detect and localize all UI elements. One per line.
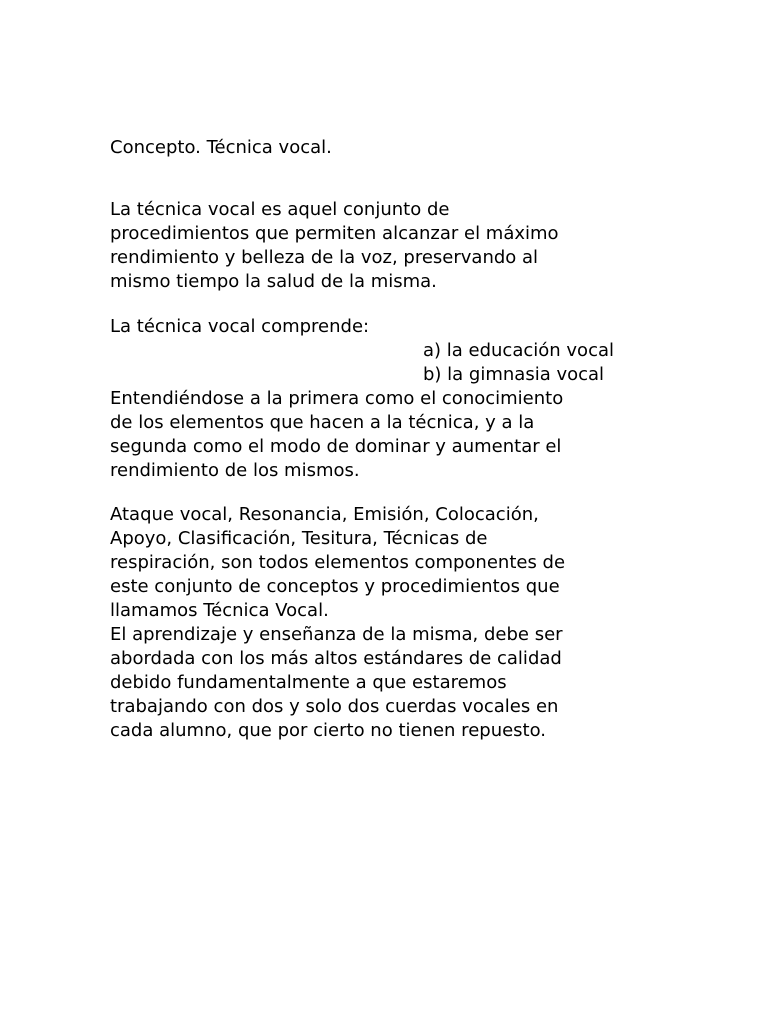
paragraph-line: procedimientos que permiten alcanzar el máximo (110, 223, 559, 244)
list-item-gymnastics: b) la gimnasia vocal (423, 364, 605, 385)
paragraph-line: este conjunto de conceptos y procedimientos que (110, 576, 560, 597)
paragraph-line: La técnica vocal es aquel conjunto de (110, 199, 450, 220)
paragraph-line: abordada con los más altos estándares de calidad (110, 648, 562, 669)
paragraph-line: El aprendizaje y enseñanza de la misma, debe ser (110, 624, 563, 645)
document-title-block (110, 136, 710, 160)
paragraph-line: rendimiento y belleza de la voz, preservando al (110, 247, 539, 268)
paragraph-line: respiración, son todos elementos componentes de (110, 552, 566, 573)
paragraph-line: debido fundamentalmente a que estaremos (110, 672, 507, 693)
paragraph-definition (110, 198, 710, 294)
list-item-education: a) la educación vocal (423, 340, 614, 361)
paragraph-line: cada alumno, que por cierto no tienen repuesto. (110, 720, 547, 741)
paragraph-comprises (110, 315, 710, 483)
paragraph-elements (110, 503, 710, 743)
paragraph-line: de los elementos que hacen a la técnica, y a la (110, 412, 535, 433)
paragraph-line: Ataque vocal, Resonancia, Emisión, Colocación, (110, 504, 539, 525)
paragraph-line: rendimiento de los mismos. (110, 460, 360, 481)
paragraph-line: segunda como el modo de dominar y aumentar el (110, 436, 562, 457)
document-title: Concepto. Técnica vocal. (110, 137, 332, 158)
paragraph-line: mismo tiempo la salud de la misma. (110, 271, 437, 292)
paragraph-line: trabajando con dos y solo dos cuerdas vocales en (110, 696, 559, 717)
paragraph-line: Entendiéndose a la primera como el conocimiento (110, 388, 564, 409)
paragraph-line: Apoyo, Clasificación, Tesitura, Técnicas de (110, 528, 488, 549)
paragraph-intro: La técnica vocal comprende: (110, 316, 370, 337)
paragraph-line: llamamos Técnica Vocal. (110, 600, 329, 621)
